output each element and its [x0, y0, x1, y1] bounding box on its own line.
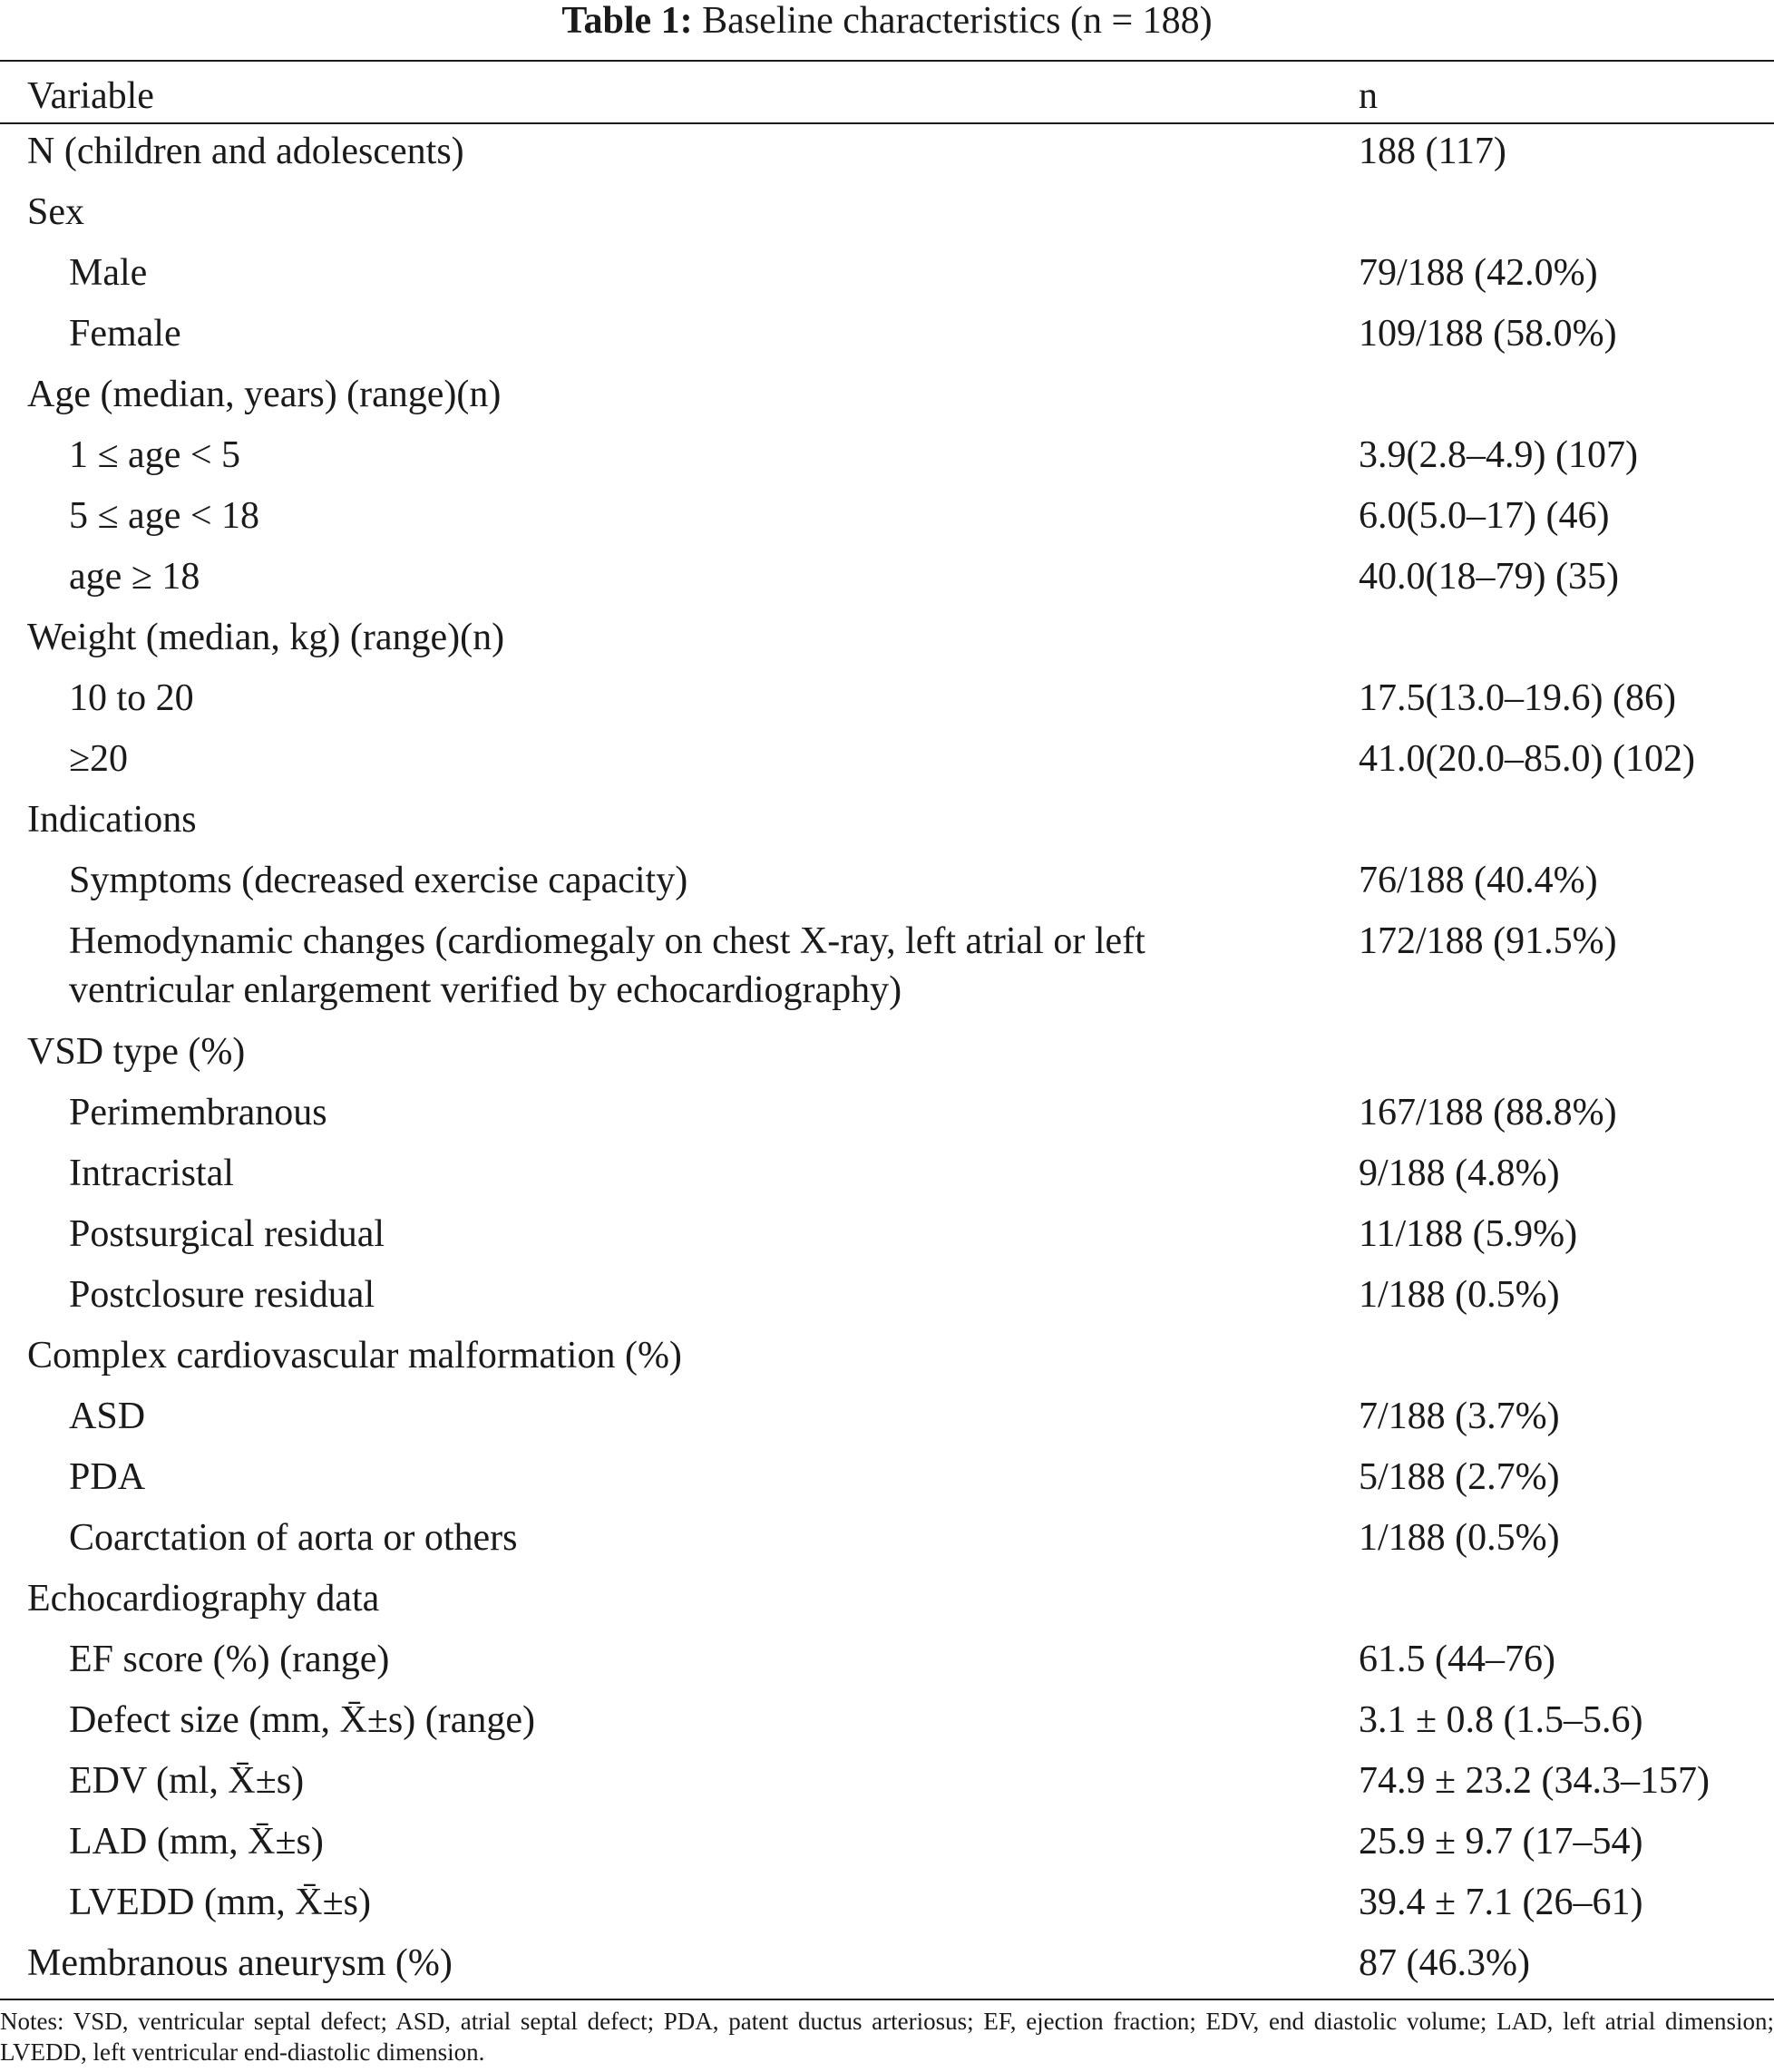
- row-value: 3.9(2.8–4.9) (107): [1359, 434, 1638, 476]
- table-row: [0, 1939, 1774, 1999]
- table-notes: Notes: VSD, ventricular septal defect; ASD, atrial septal defect; PDA, patent ductus arteriosus; EF, ejection fraction; EDV, end diastolic volume; LAD, left atrial dimension; LVEDD, left ventricular end-diastolic dimension.: [0, 2008, 1774, 2066]
- table-caption-title: Baseline characteristics (n = 188): [702, 0, 1213, 42]
- table-row: [0, 613, 1774, 674]
- row-variable: Postsurgical residual: [69, 1213, 385, 1255]
- row-variable: Perimembranous: [69, 1092, 327, 1133]
- row-value: 40.0(18–79) (35): [1359, 556, 1619, 598]
- table-row: [0, 917, 1774, 1027]
- row-value: 25.9 ± 9.7 (17–54): [1359, 1821, 1643, 1863]
- table-row: [0, 1392, 1774, 1453]
- row-variable: Complex cardiovascular malformation (%): [27, 1335, 682, 1376]
- row-value: 76/188 (40.4%): [1359, 860, 1598, 901]
- row-value: 17.5(13.0–19.6) (86): [1359, 677, 1676, 719]
- table-row: [0, 1149, 1774, 1210]
- row-variable: ≥20: [69, 738, 129, 780]
- row-variable: N (children and adolescents): [27, 131, 464, 172]
- row-variable: ASD: [69, 1396, 146, 1437]
- row-variable: Membranous aneurysm (%): [27, 1942, 453, 1984]
- row-value: 6.0(5.0–17) (46): [1359, 495, 1610, 537]
- table-row: [0, 1817, 1774, 1878]
- table-row: [0, 795, 1774, 856]
- row-value: 172/188 (91.5%): [1359, 920, 1617, 962]
- row-variable: Indications: [27, 799, 197, 841]
- table-row: [0, 1878, 1774, 1939]
- row-variable: Postclosure residual: [69, 1274, 375, 1316]
- row-value: 167/188 (88.8%): [1359, 1092, 1617, 1133]
- table-row: [0, 734, 1774, 795]
- table-row: [0, 188, 1774, 248]
- row-variable: LVEDD (mm, X̄±s): [69, 1882, 371, 1923]
- row-value: 74.9 ± 23.2 (34.3–157): [1359, 1760, 1711, 1802]
- row-value: 79/188 (42.0%): [1359, 252, 1598, 294]
- table-row: [0, 370, 1774, 431]
- table-row: [0, 431, 1774, 491]
- row-variable: Echocardiography data: [27, 1578, 380, 1620]
- row-variable: Male: [69, 252, 148, 294]
- row-variable: Intracristal: [69, 1153, 234, 1194]
- row-value: 1/188 (0.5%): [1359, 1274, 1560, 1316]
- table-caption-label: Table 1:: [561, 0, 693, 42]
- table-row: [0, 1453, 1774, 1513]
- row-variable: 10 to 20: [69, 677, 194, 719]
- table-row: [0, 1270, 1774, 1331]
- table-body: [0, 127, 1774, 1995]
- row-variable: age ≥ 18: [69, 556, 200, 598]
- row-variable: Female: [69, 313, 181, 355]
- row-variable: VSD type (%): [27, 1031, 246, 1073]
- table-row: [0, 856, 1774, 917]
- header-n: n: [1359, 75, 1378, 117]
- row-variable: Hemodynamic changes (cardiomegaly on chest X-ray, left atrial or left ventricular enlargement verified by echocardiography): [69, 920, 1145, 1011]
- table-row: [0, 309, 1774, 370]
- row-value: 9/188 (4.8%): [1359, 1153, 1560, 1194]
- row-value: 1/188 (0.5%): [1359, 1517, 1560, 1559]
- table-row: [0, 1635, 1774, 1696]
- row-value: 188 (117): [1359, 131, 1506, 172]
- table-row: [0, 248, 1774, 309]
- row-variable: 5 ≤ age < 18: [69, 495, 260, 537]
- table-caption: [0, 0, 1774, 54]
- table-row: [0, 1696, 1774, 1756]
- row-variable: Weight (median, kg) (range)(n): [27, 617, 505, 658]
- table-row: [0, 1513, 1774, 1574]
- row-variable: Symptoms (decreased exercise capacity): [69, 860, 688, 901]
- row-value: 61.5 (44–76): [1359, 1639, 1555, 1680]
- row-value: 5/188 (2.7%): [1359, 1456, 1560, 1498]
- row-value: 109/188 (58.0%): [1359, 313, 1617, 355]
- table-row: [0, 1756, 1774, 1817]
- table-row: [0, 491, 1774, 552]
- row-variable: Age (median, years) (range)(n): [27, 374, 502, 415]
- row-variable: 1 ≤ age < 5: [69, 434, 241, 476]
- header-variable: Variable: [27, 75, 154, 117]
- row-variable: PDA: [69, 1456, 146, 1498]
- table-row: [0, 1331, 1774, 1392]
- row-variable: Defect size (mm, X̄±s) (range): [69, 1699, 535, 1741]
- row-value: 7/188 (3.7%): [1359, 1396, 1560, 1437]
- table-row: [0, 1574, 1774, 1635]
- row-variable: EDV (ml, X̄±s): [69, 1760, 305, 1802]
- row-variable: EF score (%) (range): [69, 1639, 390, 1680]
- row-value: 41.0(20.0–85.0) (102): [1359, 738, 1695, 780]
- row-variable: LAD (mm, X̄±s): [69, 1821, 324, 1863]
- table-row: [0, 552, 1774, 613]
- table-header: [0, 62, 1774, 122]
- table-row: [0, 1088, 1774, 1149]
- row-value: 11/188 (5.9%): [1359, 1213, 1578, 1255]
- row-variable: Sex: [27, 191, 84, 233]
- table-row: [0, 1027, 1774, 1088]
- table-row: [0, 1210, 1774, 1270]
- table-row: [0, 674, 1774, 734]
- row-variable: Coarctation of aorta or others: [69, 1517, 518, 1559]
- row-value: 87 (46.3%): [1359, 1942, 1530, 1984]
- row-value: 39.4 ± 7.1 (26–61): [1359, 1882, 1643, 1923]
- row-value: 3.1 ± 0.8 (1.5–5.6): [1359, 1699, 1643, 1741]
- table-bottom-rule: [0, 1999, 1774, 2000]
- table-header-rule: [0, 122, 1774, 124]
- table-row: [0, 127, 1774, 188]
